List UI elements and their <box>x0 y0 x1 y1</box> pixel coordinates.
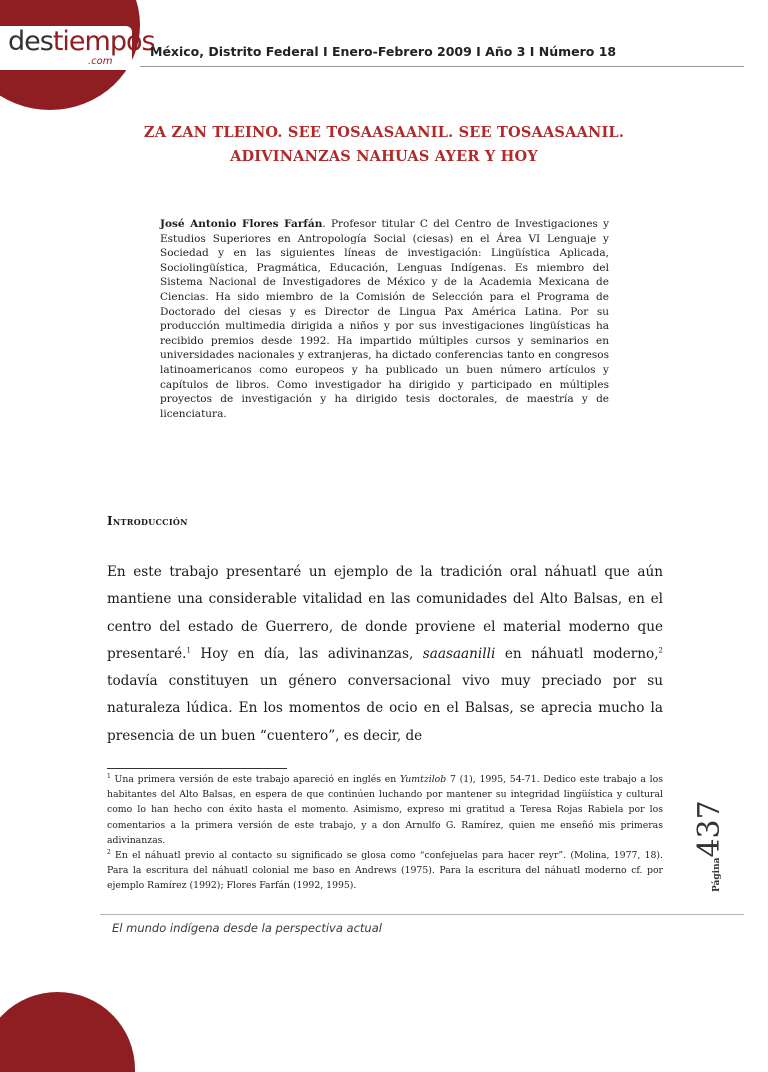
site-logo[interactable] <box>8 27 155 57</box>
author-bio <box>160 217 609 421</box>
footnote-ref-1[interactable]: 1 <box>186 646 191 655</box>
logo-dots-decoration <box>84 82 99 101</box>
footnote-2 <box>107 848 663 894</box>
logo-part-2: tiempos <box>52 26 155 57</box>
body-text-segment: Hoy en día, las adivinanzas, <box>190 645 423 662</box>
footnote-mark: 2 <box>107 848 111 856</box>
footnote-1 <box>107 772 663 848</box>
footnotes <box>107 772 663 894</box>
page-label: Página <box>712 857 722 892</box>
footnote-mark: 1 <box>107 772 111 780</box>
page-number <box>692 792 752 892</box>
body-text-segment: en náhuatl moderno, <box>495 645 659 662</box>
footnote-text: 7 (1), 1995, 54-71. Dedico este trabajo a los habitantes del Alto Balsas, en espera de que continúen luchando por mantener su integridad lingüística y cultural como lo han hecho con éxito hasta el momento. Asimismo, expreso mi gratitud a Teresa Rojas Rabiela por los comentarios a la primera versión de este trabajo, y a don Arnulfo G. Ramírez, quien me enseñó mis primeras adivinanzas. <box>107 774 663 846</box>
bio-text: . Profesor titular C del Centro de Investigaciones y Estudios Superiores en Antropología Social (ciesas) en el Área VI Lenguaje y Sociedad y en las siguientes líneas de investigación: Lingüística Aplicada, Sociolingüística, Pragmática, Educación, Lenguas Indígenas. Es miembro del Sistema Nacional de Investigadores de México y de la Academia Mexicana de Ciencias. Ha sido miembro de la Comisión de Selección para el Programa de Doctorado del ciesas y es Director de Lingua Pax América Latina. Por su producción multimedia dirigida a niños y por sus investigaciones lingüísticas ha recibido premios desde 1992. Ha impartido múltiples cursos y seminarios en universidades nacionales y extranjeras, ha dictado conferencias tanto en congresos latinoamericanos como europeos y ha publicado un buen número artículos y capítulos de libros. Como investigador ha dirigido y participado en múltiples proyectos de investigación y ha dirigido tesis doctorales, de maestría y de licenciatura. <box>160 218 609 420</box>
logo-suffix: .com <box>88 56 113 67</box>
logo-part-1: des <box>8 26 53 57</box>
journal-title: Yumtzilob <box>399 774 447 785</box>
footnote-text: Una primera versión de este trabajo apareció en inglés en <box>110 774 400 785</box>
footer-decoration <box>0 992 135 1072</box>
title-line-1: ZA ZAN TLEINO. SEE TOSAASAANIL. SEE TOSAASAANIL. <box>143 124 625 141</box>
footnote-ref-2[interactable]: 2 <box>658 646 663 655</box>
page-number-value: 437 <box>692 800 727 858</box>
body-paragraph <box>107 559 663 750</box>
body-text-segment: En este trabajo presentaré un ejemplo de la tradición oral náhuatl que aún mantiene una considerable vitalidad en las comunidades del Alto Balsas, en el centro del estado de Guerrero, de donde proviene el material moderno que presentaré. <box>107 564 663 662</box>
nahuatl-term: saasaanilli <box>422 645 496 662</box>
footer-divider <box>100 914 744 915</box>
header-divider <box>140 66 744 67</box>
footnote-text: En el náhuatl previo al contacto su significado se glosa como “confejuelas para hacer reyr”. (Molina, 1977, 18). Para la escritura del náhuatl colonial me baso en Andrews (1975). Para la escritura del náhuatl moderno cf. por ejemplo Ramírez (1992); Flores Farfán (1992, 1995). <box>107 850 663 892</box>
footer-tagline: El mundo indígena desde la perspectiva actual <box>112 921 382 935</box>
body-text-segment: todavía constituyen un género conversacional vivo muy preciado por su naturaleza lúdica. En los momentos de ocio en el Balsas, se aprecia mucho la presencia de un buen “cuentero”, es decir, de <box>107 673 663 744</box>
footnote-divider <box>107 768 287 769</box>
article-title <box>60 121 708 169</box>
section-heading: Introducción <box>107 514 188 528</box>
issue-info: México, Distrito Federal I Enero-Febrero 2009 I Año 3 I Número 18 <box>150 44 617 59</box>
author-name: José Antonio Flores Farfán <box>160 218 323 230</box>
title-line-2: ADIVINANZAS NAHUAS AYER Y HOY <box>230 148 538 165</box>
